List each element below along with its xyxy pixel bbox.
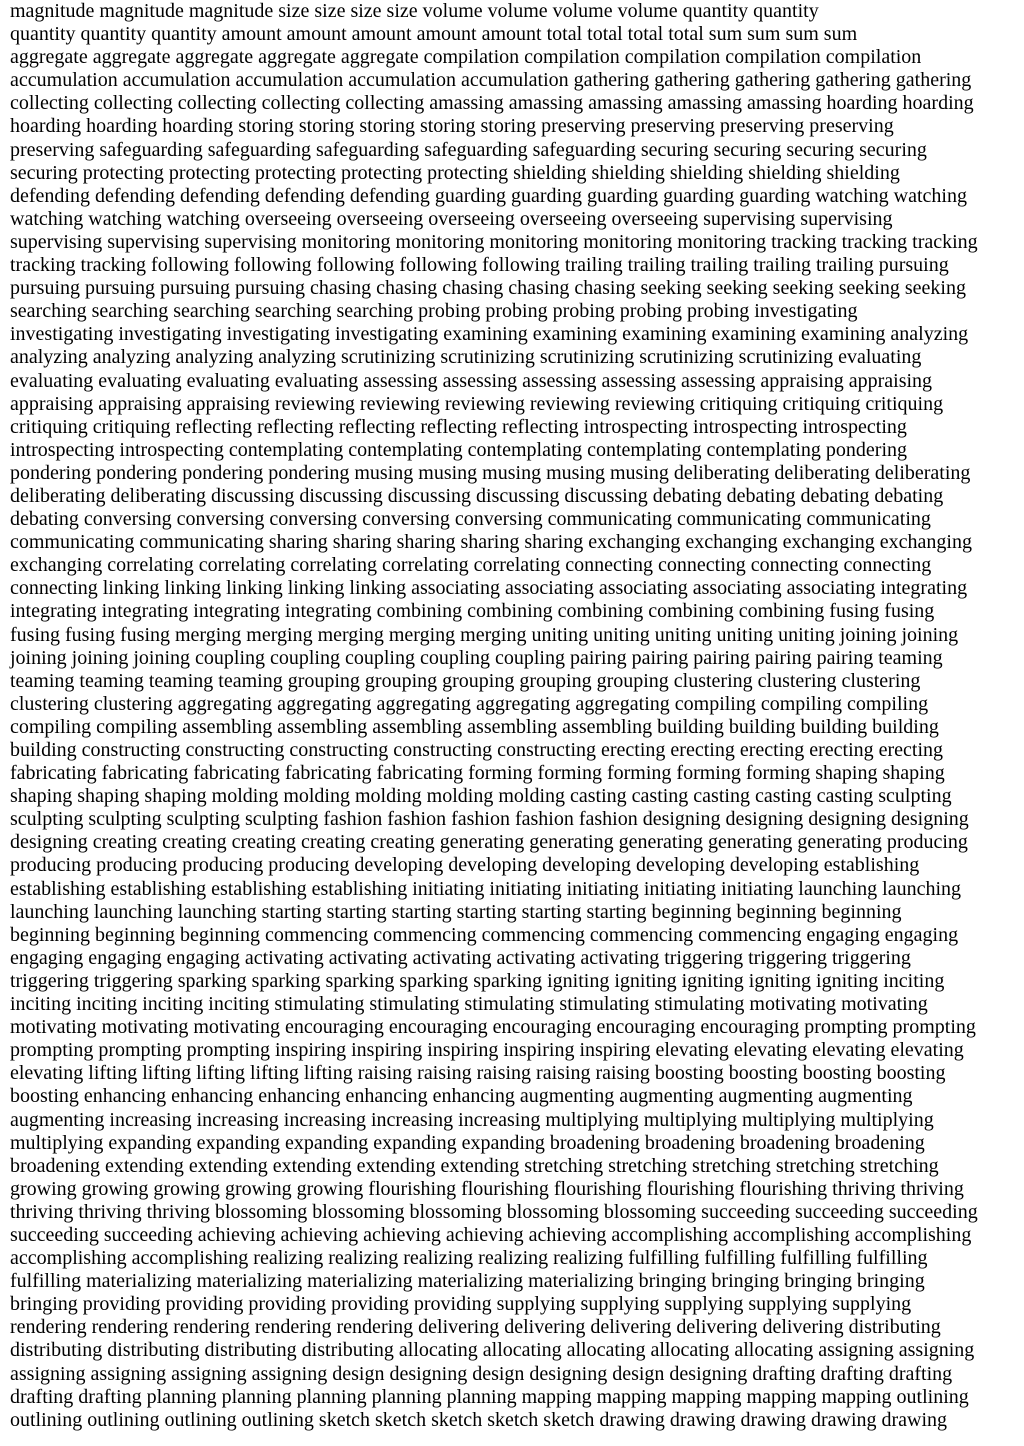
text-line: elevating lifting lifting lifting lifting lifting raising raising raising raising raising boosting boosting boosting boosting: [10, 1062, 946, 1085]
text-line: prompting prompting prompting inspiring inspiring inspiring inspiring inspiring elevating elevating elevating elevating: [10, 1039, 964, 1062]
text-line: compiling compiling assembling assembling assembling assembling assembling building building building building: [10, 715, 939, 738]
text-line: beginning beginning beginning commencing commencing commencing commencing commencing engaging engaging: [10, 923, 959, 946]
text-line: quantity quantity quantity amount amount amount amount amount total total total total sum sum sum sum: [10, 23, 858, 46]
text-line: hoarding hoarding hoarding storing storing storing storing storing preserving preserving preserving preserving: [10, 115, 894, 138]
text-line: establishing establishing establishing establishing initiating initiating initiating initiating initiating launching launching: [10, 877, 962, 900]
text-line: shaping shaping shaping molding molding molding molding molding casting casting casting casting casting sculpting: [10, 785, 952, 808]
text-line: distributing distributing distributing distributing allocating allocating allocating allocating allocating assigning assigning: [10, 1339, 975, 1362]
text-line: outlining outlining outlining outlining sketch sketch sketch sketch sketch drawing drawing drawing drawing drawing: [10, 1408, 948, 1431]
text-line: securing protecting protecting protecting protecting protecting shielding shielding shielding shielding shielding: [10, 161, 900, 184]
text-line: accomplishing accomplishing realizing realizing realizing realizing realizing fulfilling fulfilling fulfilling fulfilling: [10, 1247, 928, 1270]
text-line: evaluating evaluating evaluating evaluating assessing assessing assessing assessing assessing appraising appraising: [10, 369, 933, 392]
text-line: integrating integrating integrating integrating combining combining combining combining combining fusing fusing: [10, 600, 935, 623]
text-line: critiquing critiquing reflecting reflecting reflecting reflecting reflecting introspecting introspecting introspecting: [10, 415, 907, 438]
text-line: bringing providing providing providing providing providing supplying supplying supplying supplying supplying: [10, 1293, 912, 1316]
text-line: augmenting increasing increasing increasing increasing increasing multiplying multiplying multiplying multiplying: [10, 1108, 934, 1131]
text-line: pondering pondering pondering pondering musing musing musing musing musing deliberating deliberating deliberating: [10, 461, 971, 484]
text-line: deliberating deliberating discussing discussing discussing discussing discussing debating debating debating debating: [10, 484, 944, 507]
text-line: succeeding succeeding achieving achieving achieving achieving achieving accomplishing accomplishing accomplishing: [10, 1223, 972, 1246]
text-line: thriving thriving thriving blossoming blossoming blossoming blossoming blossoming succeeding succeeding succeeding: [10, 1200, 978, 1223]
text-line: producing producing producing producing developing developing developing developing developing establishing: [10, 854, 920, 877]
text-line: preserving safeguarding safeguarding safeguarding safeguarding safeguarding securing securing securing securing: [10, 138, 927, 161]
text-line: motivating motivating motivating encouraging encouraging encouraging encouraging encouraging prompting prompting: [10, 1016, 976, 1039]
text-line: assigning assigning assigning assigning design designing design designing design designing drafting drafting drafting: [10, 1362, 953, 1385]
text-line: aggregate aggregate aggregate aggregate aggregate compilation compilation compilation compilation compilation: [10, 46, 922, 69]
text-line: magnitude magnitude magnitude size size size size volume volume volume volume quantity quantity: [10, 0, 819, 22]
text-line: fabricating fabricating fabricating fabricating fabricating forming forming forming forming forming shaping shaping: [10, 762, 945, 785]
text-line: clustering clustering aggregating aggregating aggregating aggregating aggregating compiling compiling compiling: [10, 692, 929, 715]
text-line: fulfilling materializing materializing materializing materializing materializing bringing bringing bringing bringing: [10, 1270, 925, 1293]
text-line: teaming teaming teaming teaming grouping grouping grouping grouping grouping clustering clustering clustering: [10, 669, 921, 692]
text-line: connecting linking linking linking linking linking associating associating associating associating associating integrating: [10, 577, 968, 600]
text-line: sculpting sculpting sculpting sculpting fashion fashion fashion fashion fashion designing designing designing designing: [10, 808, 969, 831]
text-line: launching launching launching starting starting starting starting starting starting beginning beginning beginning: [10, 900, 902, 923]
text-line: joining joining joining coupling coupling coupling coupling coupling pairing pairing pairing pairing pairing teaming: [10, 646, 943, 669]
text-line: appraising appraising appraising reviewing reviewing reviewing reviewing reviewing critiquing critiquing critiquing: [10, 392, 944, 415]
text-line: communicating communicating sharing sharing sharing sharing sharing exchanging exchanging exchanging exchanging: [10, 531, 972, 554]
text-line: exchanging correlating correlating correlating correlating correlating connecting connecting connecting connecting: [10, 554, 932, 577]
text-line: drafting drafting planning planning planning planning planning mapping mapping mapping mapping mapping outlining: [10, 1385, 969, 1408]
text-line: rendering rendering rendering rendering rendering delivering delivering delivering delivering delivering distributing: [10, 1316, 941, 1339]
text-line: triggering triggering sparking sparking sparking sparking sparking igniting igniting igniting igniting igniting inciting: [10, 969, 945, 992]
text-line: engaging engaging engaging activating activating activating activating activating triggering triggering triggering: [10, 946, 911, 969]
text-line: growing growing growing growing growing flourishing flourishing flourishing flourishing flourishing thriving thriving: [10, 1177, 964, 1200]
text-line: designing creating creating creating creating creating generating generating generating generating generating producing: [10, 831, 968, 854]
text-line: collecting collecting collecting collecting collecting amassing amassing amassing amassing amassing hoarding hoarding: [10, 92, 974, 115]
text-line: boosting enhancing enhancing enhancing enhancing enhancing augmenting augmenting augmenting augmenting: [10, 1085, 913, 1108]
text-line: building constructing constructing constructing constructing constructing erecting erecting erecting erecting erecting: [10, 739, 944, 761]
text-line: investigating investigating investigating investigating examining examining examining examining examining analyzing: [10, 323, 969, 346]
text-line: tracking tracking following following following following following trailing trailing trailing trailing trailing pursuing: [10, 254, 949, 277]
text-line: multiplying expanding expanding expanding expanding expanding broadening broadening broadening broadening: [10, 1131, 925, 1154]
text-line: debating conversing conversing conversing conversing conversing communicating communicating communicating: [10, 508, 931, 531]
text-line: supervising supervising supervising monitoring monitoring monitoring monitoring monitoring tracking tracking tracking: [10, 230, 978, 253]
text-line: analyzing analyzing analyzing analyzing scrutinizing scrutinizing scrutinizing scrutinizing scrutinizing evaluating: [10, 346, 922, 369]
text-line: inciting inciting inciting inciting stimulating stimulating stimulating stimulating stimulating motivating motivating: [10, 993, 928, 1016]
text-line: broadening extending extending extending extending extending stretching stretching stretching stretching stretching: [10, 1154, 939, 1177]
text-line: defending defending defending defending defending guarding guarding guarding guarding guarding watching watching: [10, 184, 967, 207]
text-line: pursuing pursuing pursuing pursuing chasing chasing chasing chasing chasing seeking seeking seeking seeking seeking: [10, 277, 966, 300]
text-line: searching searching searching searching searching probing probing probing probing probing investigating: [10, 300, 858, 323]
text-line: fusing fusing fusing merging merging merging merging merging uniting uniting uniting uniting uniting joining joining: [10, 623, 959, 646]
text-line: introspecting introspecting contemplating contemplating contemplating contemplating contemplating pondering: [10, 438, 908, 461]
text-line: watching watching watching overseeing overseeing overseeing overseeing overseeing supervising supervising: [10, 207, 893, 230]
text-line: accumulation accumulation accumulation accumulation accumulation gathering gathering gathering gathering gathering: [10, 69, 972, 92]
